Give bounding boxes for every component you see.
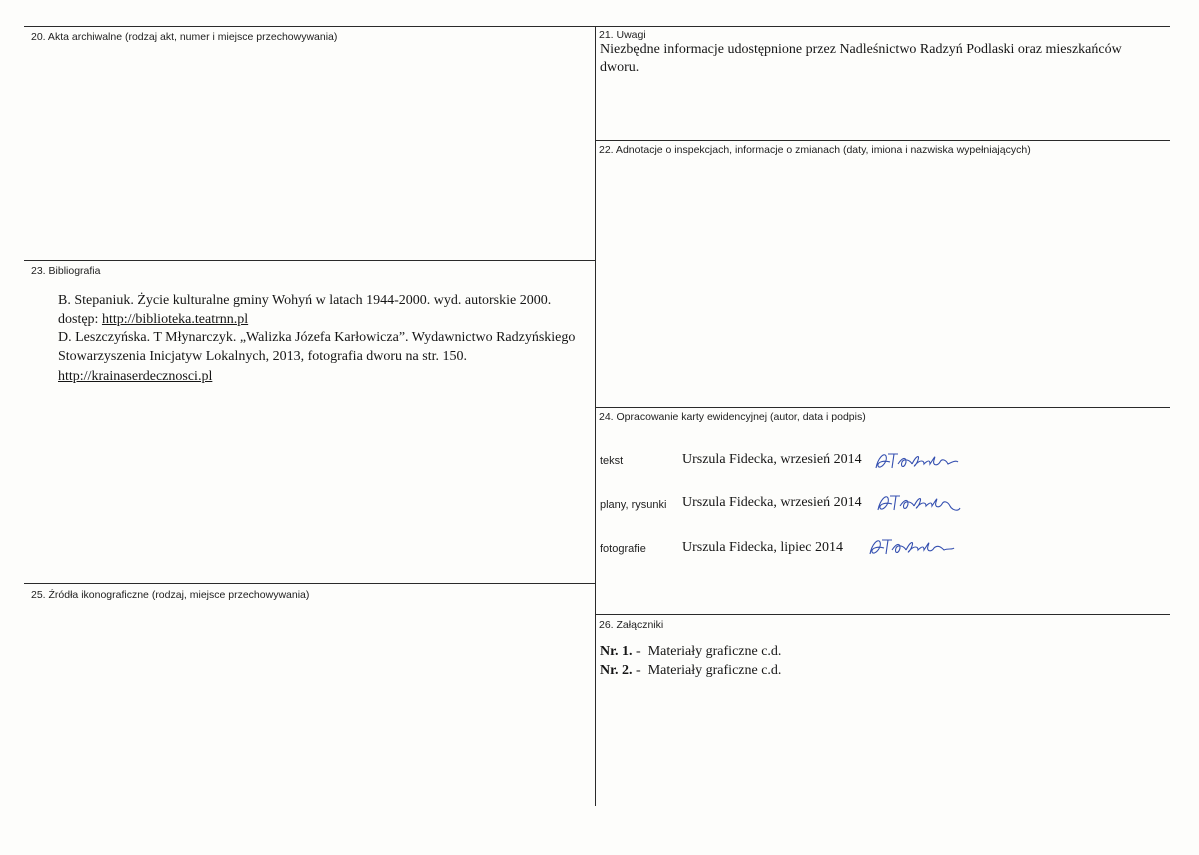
attachment-text: Materiały graficzne c.d. — [647, 644, 782, 659]
bibliography-line1: B. Stepaniuk. Życie kulturalne gminy Wohyń w latach 1944-2000. wyd. autorskie 2000. — [58, 293, 552, 308]
bibliography-link-teatrnn[interactable]: http://biblioteka.teatrnn.pl — [101, 312, 249, 327]
signature-image — [866, 532, 958, 562]
field-23-label: 23. Bibliografia — [31, 265, 101, 277]
field-20-label: 20. Akta archiwalne (rodzaj akt, numer i miejsce przechowywania) — [31, 31, 338, 43]
divider-20-23 — [24, 260, 595, 261]
attachment-separator: - — [632, 663, 648, 678]
field-26-label: 26. Załączniki — [599, 619, 664, 631]
author-row-value: Urszula Fidecka, lipiec 2014 — [682, 540, 843, 555]
bibliography-line4: Stowarzyszenia Inicjatyw Lokalnych, 2013, fotografia dworu na str. 150. — [58, 349, 468, 364]
attachment-item — [600, 643, 781, 661]
top-border — [24, 26, 1170, 27]
field-21-label: 21. Uwagi — [599, 29, 646, 41]
divider-22-24 — [595, 407, 1170, 408]
divider-23-25 — [24, 583, 595, 584]
attachment-number: Nr. 1. — [600, 644, 633, 659]
signature-image — [874, 488, 964, 518]
attachment-separator: - — [632, 644, 648, 659]
attachment-item — [600, 662, 781, 680]
field-21-text-line1: Niezbędne informacje udostępnione przez Nadleśnictwo Radzyń Podlaski oraz mieszkańców — [600, 42, 1122, 57]
signature-image — [872, 446, 962, 476]
author-row-role: tekst — [600, 455, 624, 467]
divider-21-22 — [595, 140, 1170, 141]
bibliography-access-prefix: dostęp: — [58, 312, 102, 327]
bibliography-link-kraina[interactable]: http://krainaserdecznosci.pl — [58, 369, 213, 384]
field-22-label: 22. Adnotacje o inspekcjach, informacje o zmianach (daty, imiona i nazwiska wypełniających) — [599, 144, 1031, 156]
author-row-role: fotografie — [600, 543, 646, 555]
author-row-value: Urszula Fidecka, wrzesień 2014 — [682, 495, 862, 510]
divider-24-26 — [595, 614, 1170, 615]
author-row-value: Urszula Fidecka, wrzesień 2014 — [682, 452, 862, 467]
attachment-number: Nr. 2. — [600, 663, 633, 678]
bibliography-line3: D. Leszczyńska. T Młynarczyk. „Walizka Józefa Karłowicza”. Wydawnictwo Radzyńskiego — [58, 330, 576, 345]
field-25-label: 25. Źródła ikonograficzne (rodzaj, miejsce przechowywania) — [31, 589, 310, 601]
field-21-text-line2: dworu. — [600, 60, 640, 75]
author-row-role: plany, rysunki — [600, 499, 667, 511]
center-divider — [595, 26, 596, 806]
field-24-label: 24. Opracowanie karty ewidencyjnej (autor, data i podpis) — [599, 411, 866, 423]
bibliography-line2 — [58, 311, 248, 329]
attachment-text: Materiały graficzne c.d. — [647, 663, 782, 678]
